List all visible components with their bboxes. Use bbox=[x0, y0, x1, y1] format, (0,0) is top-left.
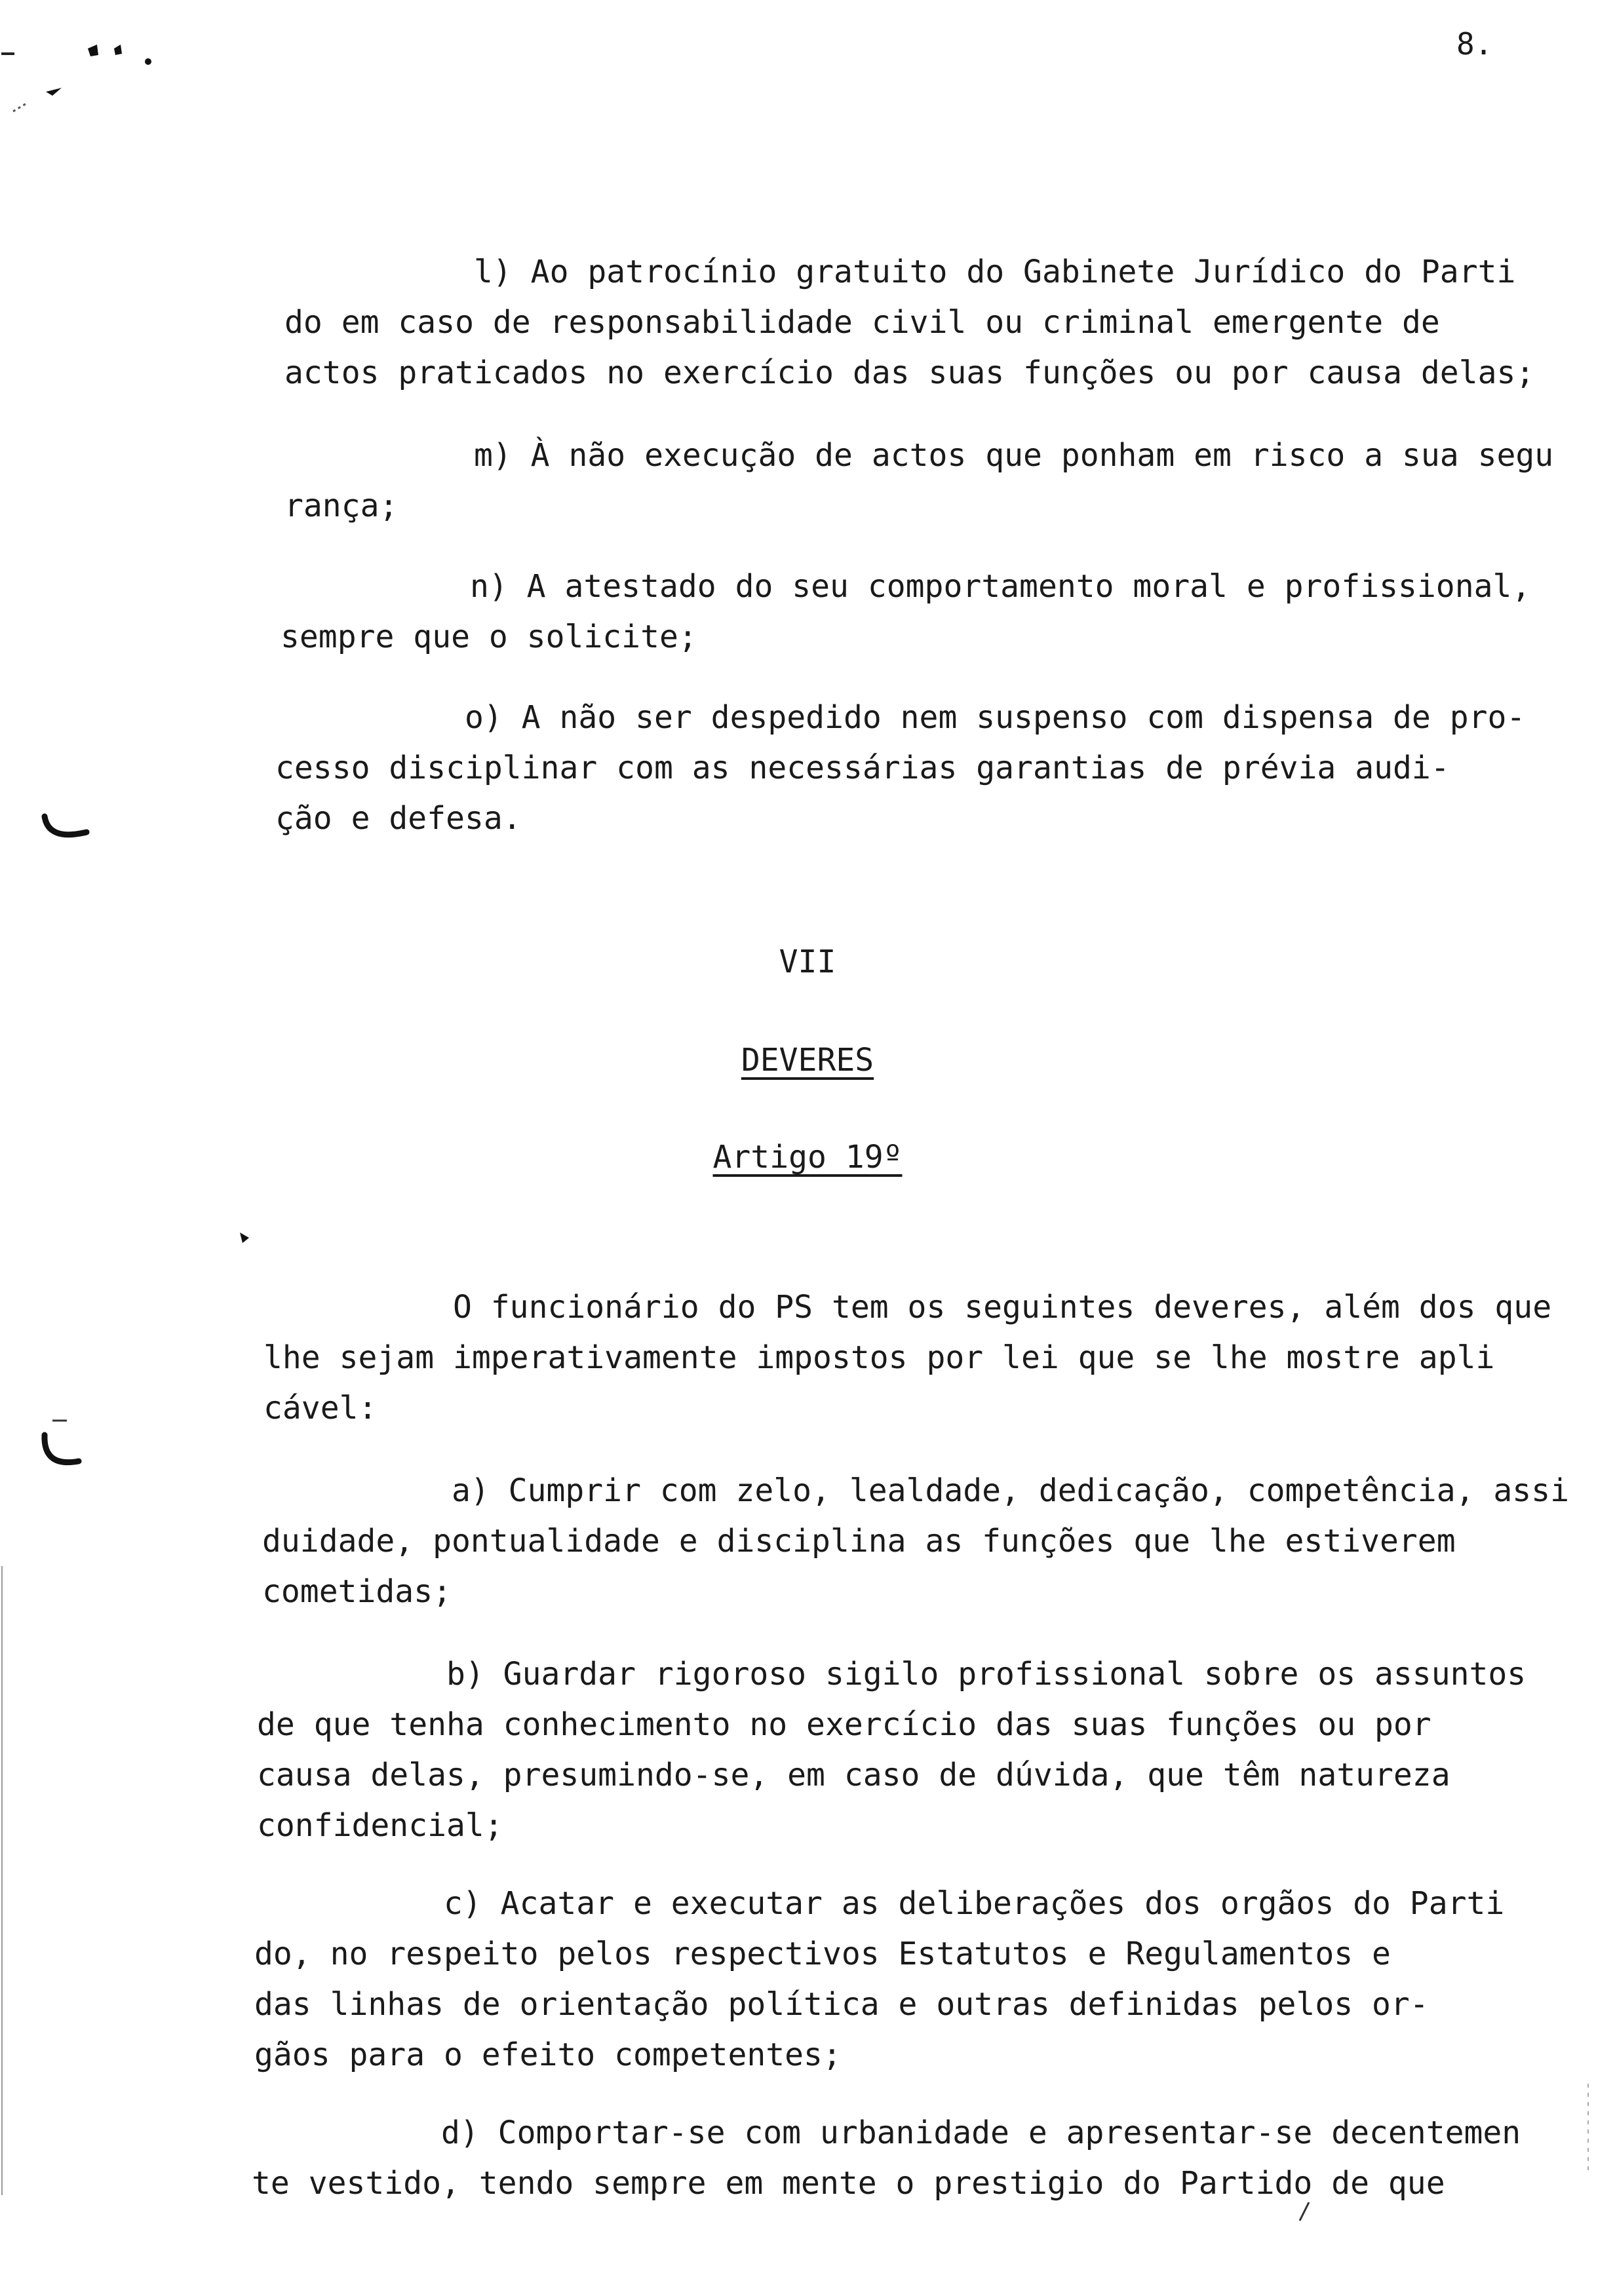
page-number: 8. bbox=[1456, 26, 1493, 62]
scan-edge-line-right bbox=[1585, 2084, 1591, 2175]
line: cável: bbox=[263, 1390, 378, 1426]
section-title-text: DEVERES bbox=[741, 1042, 874, 1079]
line: de que tenha conhecimento no exercício das suas funções ou por bbox=[257, 1706, 1431, 1743]
line: lhe sejam imperativamente impostos por lei que se lhe mostre apli bbox=[263, 1339, 1495, 1376]
line: do, no respeito pelos respectivos Estatutos e Regulamentos e bbox=[254, 1936, 1391, 1972]
line: sempre que o solicite; bbox=[281, 619, 697, 655]
section-number: VII bbox=[779, 944, 836, 980]
line: rança; bbox=[284, 488, 399, 524]
line: duidade, pontualidade e disciplina as funções que lhe estiverem bbox=[262, 1523, 1456, 1559]
line: confidencial; bbox=[257, 1807, 503, 1844]
line: m) À não execução de actos que ponham em risco a sua segu bbox=[360, 437, 1554, 474]
line: a) Cumprir com zelo, lealdade, dedicação, competência, assi bbox=[338, 1472, 1569, 1509]
list-item-d bbox=[252, 2057, 1521, 2259]
article-heading-text: Artigo 19º bbox=[712, 1139, 903, 1176]
margin-speck bbox=[236, 1229, 256, 1248]
article-heading bbox=[0, 1139, 1615, 1176]
scan-mark-arrow bbox=[7, 79, 66, 118]
punch-hole-mark-1 bbox=[39, 806, 92, 852]
scan-mark-dots bbox=[84, 38, 176, 71]
list-item-o bbox=[275, 642, 1525, 894]
line: cometidas; bbox=[262, 1573, 452, 1610]
line: causa delas, presumindo-se, em caso de dúvida, que têm natureza bbox=[257, 1757, 1450, 1793]
scan-edge-line-left bbox=[0, 1566, 4, 2195]
scan-mark-top-left bbox=[0, 31, 52, 58]
line: d) Comportar-se com urbanidade e apresentar-se decentemen bbox=[327, 2114, 1521, 2151]
line: c) Acatar e executar as deliberações dos orgãos do Parti bbox=[330, 1885, 1505, 1922]
line: do em caso de responsabilidade civil ou criminal emergente de bbox=[284, 304, 1440, 341]
line: actos praticados no exercício das suas funções ou por causa delas; bbox=[284, 354, 1535, 391]
section-title bbox=[0, 1042, 1615, 1079]
line: n) A atestado do seu comportamento moral e profissional, bbox=[356, 568, 1531, 605]
line: o) A não ser despedido nem suspenso com dispensa de pro- bbox=[351, 699, 1526, 736]
line: gãos para o efeito competentes; bbox=[254, 2037, 842, 2073]
line: b) Guardar rigoroso sigilo profissional sobre os assuntos bbox=[332, 1656, 1527, 1693]
line: das linhas de orientação política e outras definidas pelos or- bbox=[254, 1986, 1429, 2023]
line: ção e defesa. bbox=[275, 800, 522, 837]
line: O funcionário do PS tem os seguintes deveres, além dos que bbox=[339, 1289, 1552, 1326]
line: cesso disciplinar com as necessárias garantias de prévia audi- bbox=[275, 750, 1450, 786]
line: l) Ao patrocínio gratuito do Gabinete Jurídico do Parti bbox=[360, 254, 1516, 290]
punch-hole-mark-2 bbox=[26, 1415, 92, 1487]
line: te vestido, tendo sempre em mente o prestigio do Partido de que bbox=[252, 2165, 1445, 2202]
